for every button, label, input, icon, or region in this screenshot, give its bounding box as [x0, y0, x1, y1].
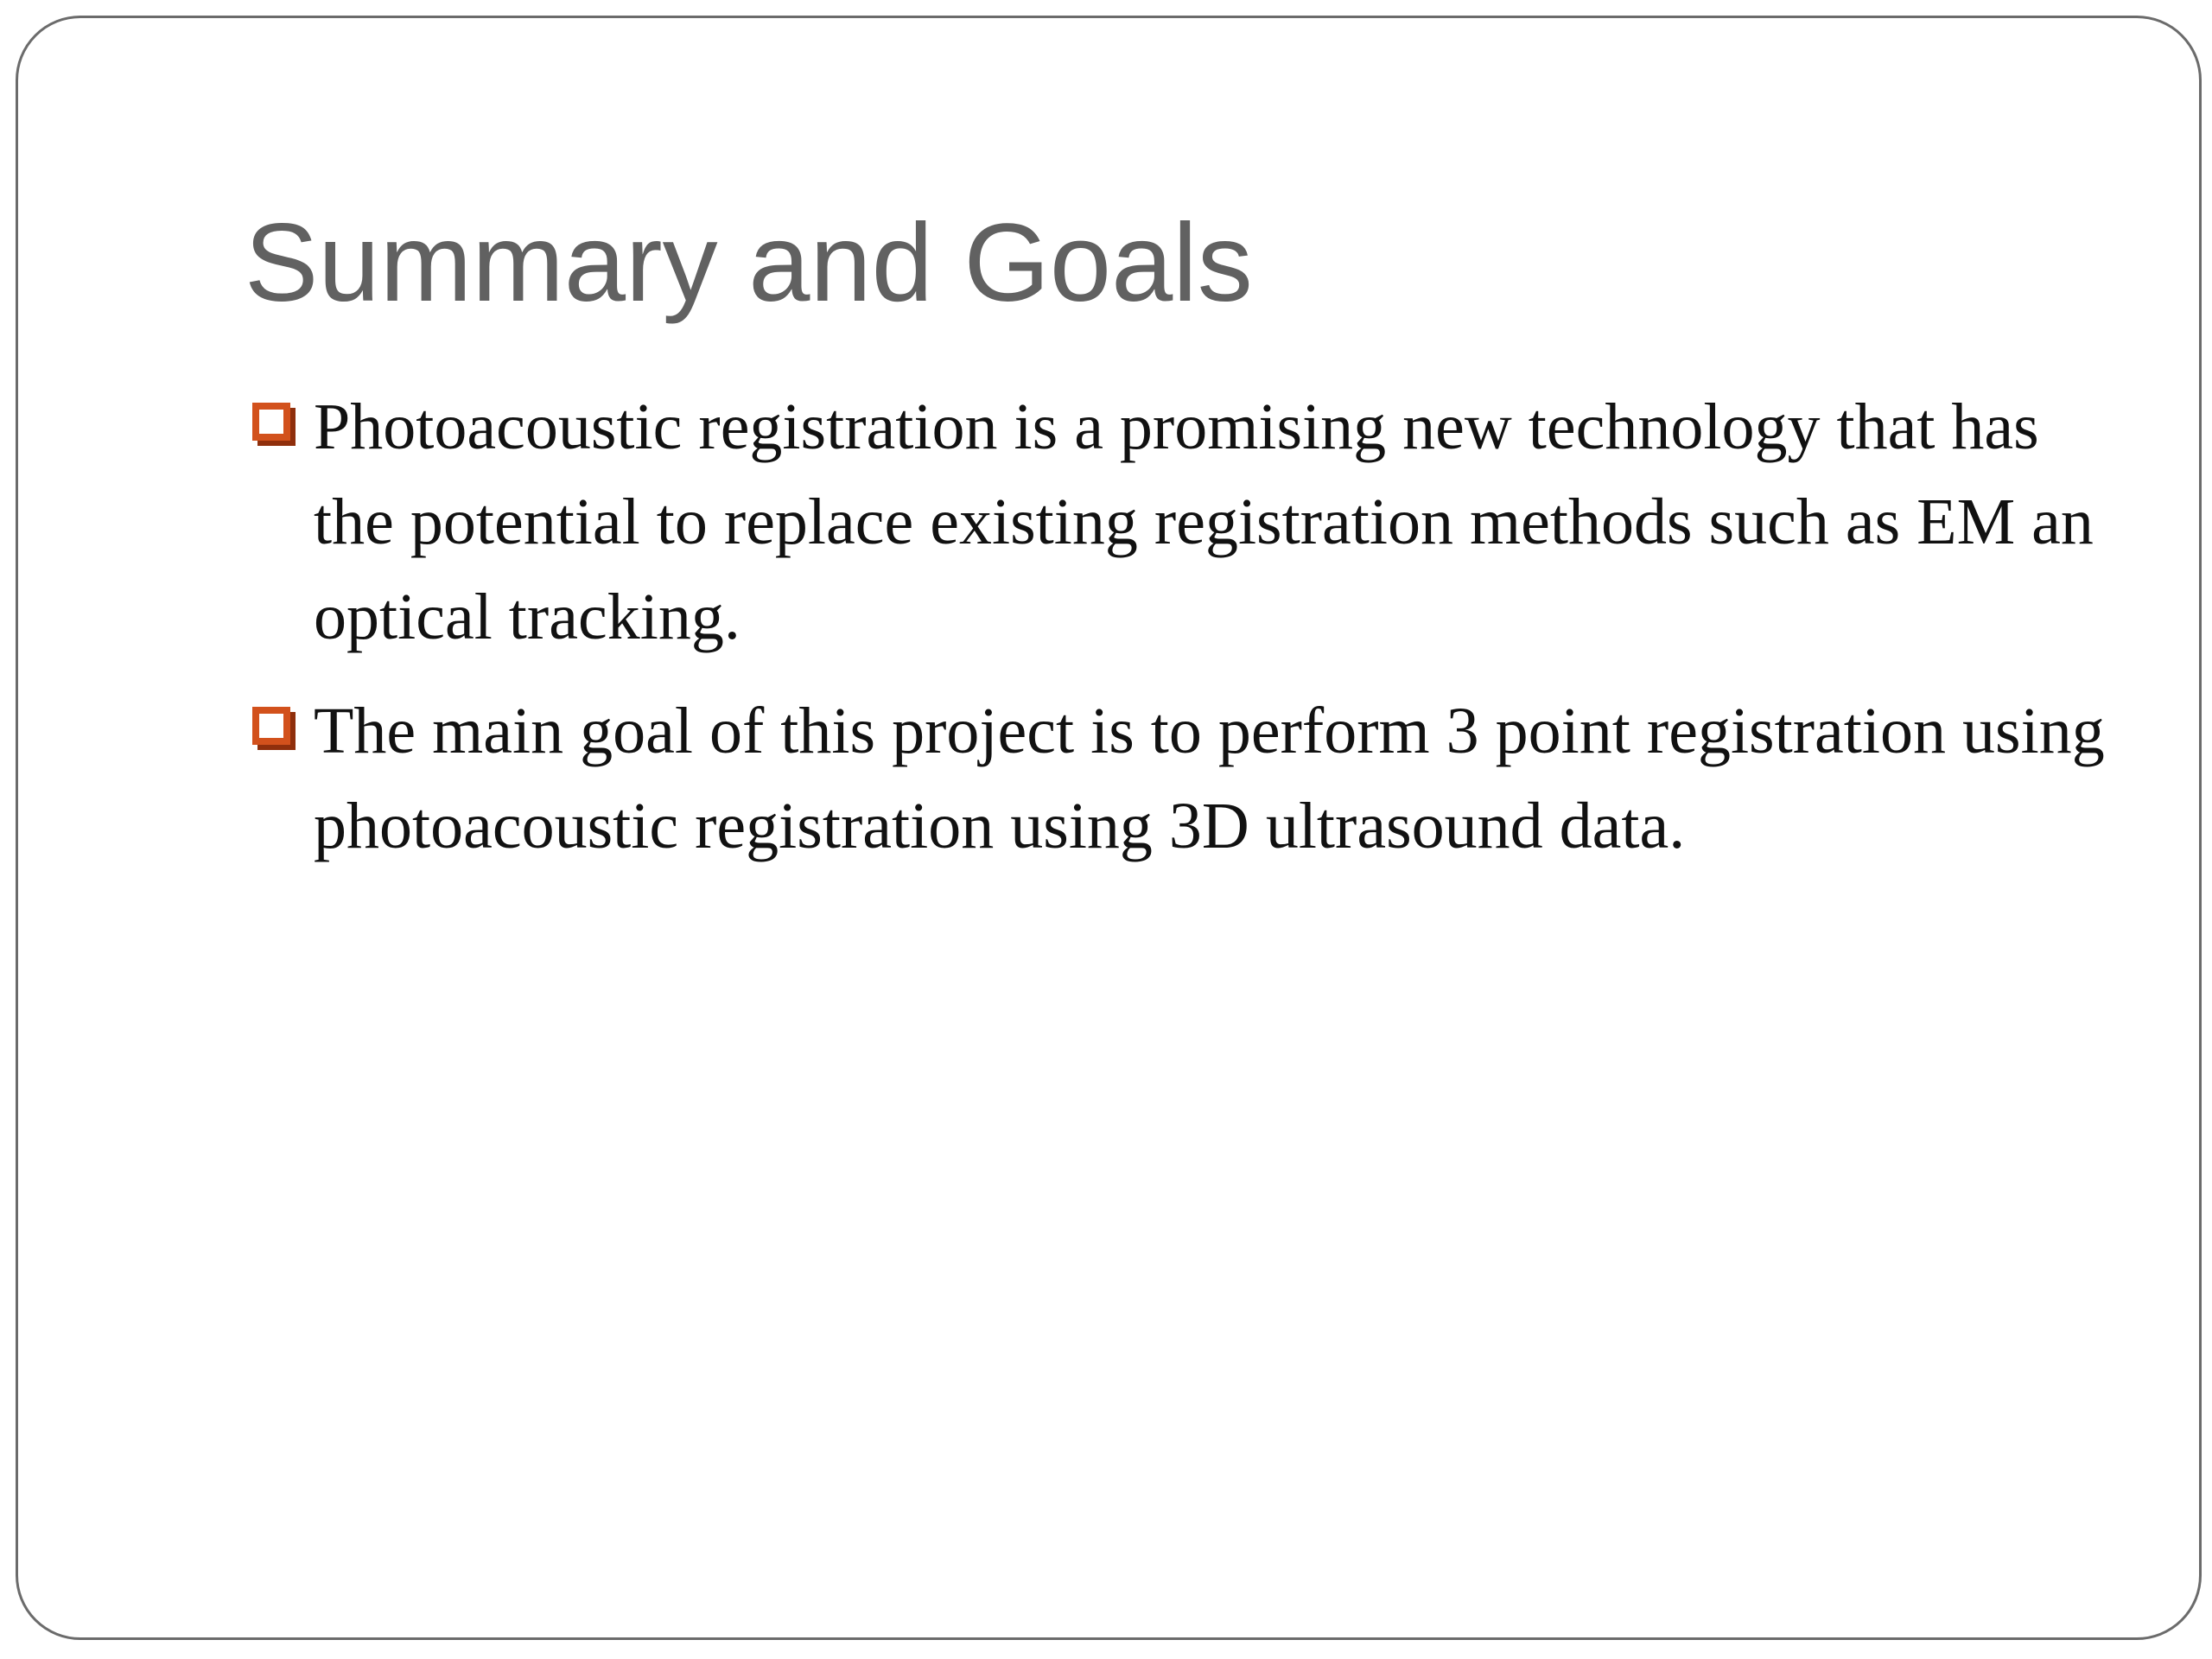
slide-title: Summary and Goals	[245, 201, 1253, 325]
bullet-list	[245, 379, 2111, 893]
hollow-square-bullet-icon	[250, 704, 298, 753]
bullet-item	[245, 683, 2111, 874]
slide-frame	[16, 16, 2202, 1640]
bullet-item	[245, 379, 2111, 664]
hollow-square-bullet-icon	[250, 400, 298, 448]
bullet-text: The main goal of this project is to perform 3 point registration using photoacoustic registration using 3D ultrasound data.	[314, 695, 2105, 862]
bullet-text: Photoacoustic registration is a promising new technology that has the potential to replace existing registration methods such as EM an optical tracking.	[314, 391, 2094, 653]
